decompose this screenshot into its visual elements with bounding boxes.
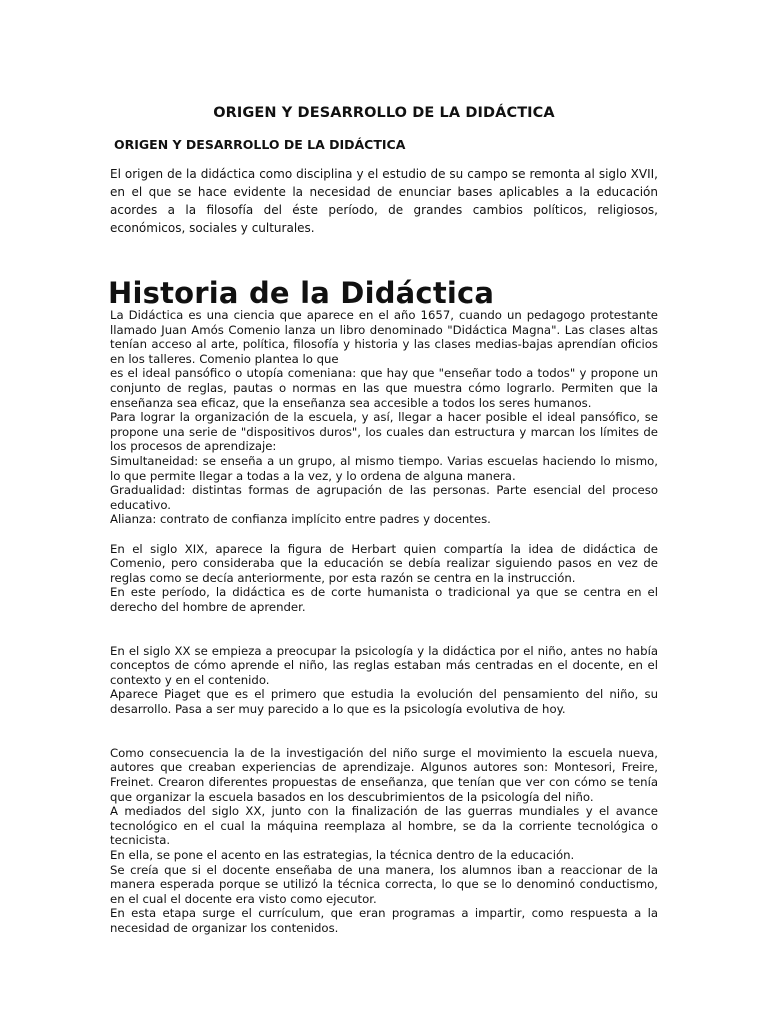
paragraph-spacer [110, 527, 658, 542]
paragraph: En este período, la didáctica es de corte humanista o tradicional ya que se centra en el derecho del hombre de aprender. [110, 585, 658, 614]
paragraph: Para lograr la organización de la escuela, y así, llegar a hacer posible el ideal pansófico, se propone una serie de "dispositivos duros", los cuales dan estructura y marcan los límites de los procesos de aprendizaje: [110, 410, 658, 454]
intro-paragraph: El origen de la didáctica como disciplina y el estudio de su campo se remonta al siglo XVII, en el que se hace evidente la necesidad de enunciar bases aplicables a la educación acordes a la filosofía del éste período, de grandes cambios políticos, religiosos, económicos, sociales y culturales. [110, 167, 658, 235]
paragraph: Alianza: contrato de confianza implícito entre padres y docentes. [110, 512, 491, 527]
paragraph: Aparece Piaget que es el primero que estudia la evolución del pensamiento del niño, su desarrollo. Pasa a ser muy parecido a lo que es la psicología evolutiva de hoy. [110, 687, 658, 717]
section-heading: Historia de la Didáctica [108, 276, 495, 310]
document-subtitle: ORIGEN Y DESARROLLO DE LA DIDÁCTICA [114, 137, 406, 152]
body-text [110, 308, 658, 936]
paragraph-spacer [110, 717, 658, 746]
paragraph: En el siglo XX se empieza a preocupar la psicología y la didáctica por el niño, antes no había conceptos de cómo aprende el niño, las reglas estaban más centradas en el docente, en el contexto y en el contenido. [110, 643, 658, 687]
paragraph: Como consecuencia la de la investigación del niño surge el movimiento la escuela nueva, autores que creaban experiencias de aprendizaje. Algunos autores son: Montesori, Freire, Freinet. Crearon diferentes propuestas de enseñanza, que tenían que ver con cómo se tenía que organizar la escuela basados en los descubrimientos de la psicología del niño. [110, 745, 658, 804]
paragraph: En el siglo XIX, aparece la figura de Herbart quien compartía la idea de didáctica de Comenio, pero consideraba que la educación se debía realizar siguiendo pasos en vez de reglas como se decía anteriormente, por esta razón se centra en la instrucción. [110, 541, 658, 585]
paragraph: es el ideal pansófico o utopía comeniana: que hay que "enseñar todo a todos" y propone un conjunto de reglas, pautas o normas en las que muestra cómo lograrlo. Permiten que la enseñanza sea eficaz, que la enseñanza sea accesible a todos los seres humanos. [110, 366, 658, 410]
paragraph: Se creía que si el docente enseñaba de una manera, los alumnos iban a reaccionar de la manera esperada porque se utilizó la técnica correcta, lo que se lo denominó conductismo, en el cual el docente era visto como ejecutor. [110, 862, 658, 906]
paragraph: En ella, se pone el acento en las estrategias, la técnica dentro de la educación. [110, 847, 575, 862]
paragraph-spacer [110, 614, 658, 643]
paragraph: Simultaneidad: se enseña a un grupo, al mismo tiempo. Varias escuelas haciendo lo mismo, lo que permite llegar a todas a la vez, y lo ordena de alguna manera. [110, 453, 658, 483]
paragraph: En esta etapa surge el currículum, que eran programas a impartir, como respuesta a la necesidad de organizar los contenidos. [110, 906, 658, 935]
paragraph: Gradualidad: distintas formas de agrupación de las personas. Parte esencial del proceso educativo. [110, 483, 658, 512]
paragraph: A mediados del siglo XX, junto con la finalización de las guerras mundiales y el avance tecnológico en el cual la máquina reemplaza al hombre, se da la corriente tecnológica o tecnicista. [110, 804, 658, 848]
paragraph: La Didáctica es una ciencia que aparece en el año 1657, cuando un pedagogo protestante llamado Juan Amós Comenio lanza un libro denominado "Didáctica Magna". Las clases altas tenían acceso al arte, política, filosofía y historia y las clases medias-bajas aprendían oficios en los talleres. Comenio plantea lo que [110, 308, 658, 366]
document-title: ORIGEN Y DESARROLLO DE LA DIDÁCTICA [213, 105, 555, 121]
